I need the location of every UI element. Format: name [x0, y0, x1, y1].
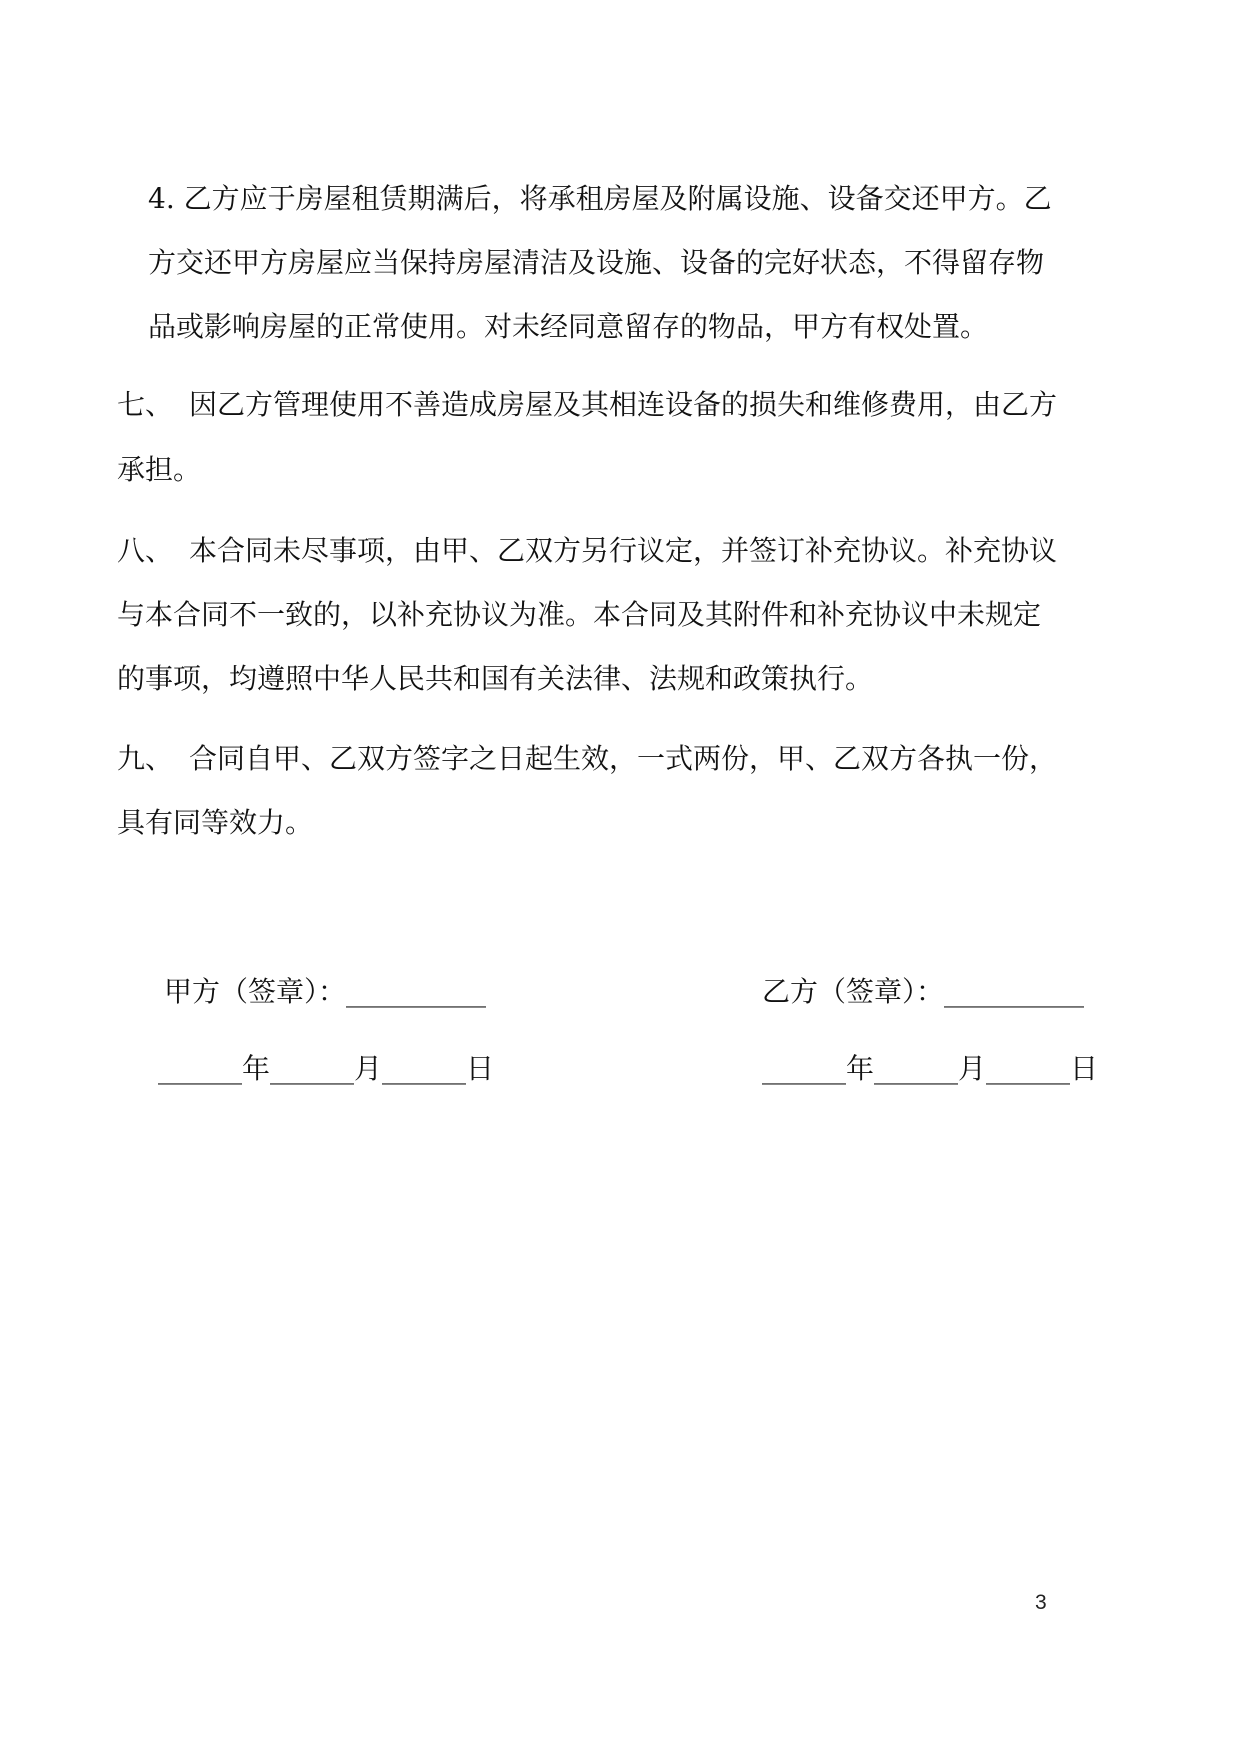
page-number: 3	[1035, 1591, 1047, 1614]
clause8-line-1	[117, 534, 1057, 568]
clause7-text-1: 因乙方管理使用不善造成房屋及其相连设备的损失和维修费用，由乙方	[189, 388, 1058, 421]
clause8-line-2: 与本合同不一致的，以补充协议为准。本合同及其附件和补充协议中未规定	[117, 598, 1042, 631]
party-a-signature-label: 甲方（签章）：__________	[164, 975, 487, 1008]
clause7-number: 七、	[117, 388, 174, 421]
clause8-text-1: 本合同未尽事项，由甲、乙双方另行议定，并签订补充协议。补充协议	[189, 534, 1058, 567]
clause9-number: 九、	[117, 742, 174, 775]
party-b-date: ______年______月______日	[762, 1052, 1099, 1085]
party-a-date: ______年______月______日	[158, 1052, 495, 1085]
party-b-signature-label: 乙方（签章）：__________	[762, 975, 1085, 1008]
clause9-text-1: 合同自甲、乙双方签字之日起生效，一式两份，甲、乙双方各执一份，	[189, 742, 1058, 775]
item4-line-2: 方交还甲方房屋应当保持房屋清洁及设施、设备的完好状态，不得留存物	[148, 246, 1045, 279]
item4-line-3: 品或影响房屋的正常使用。对未经同意留存的物品，甲方有权处置。	[148, 310, 989, 343]
clause9-line-1	[117, 742, 1057, 776]
clause9-line-2: 具有同等效力。	[117, 806, 314, 839]
clause8-number: 八、	[117, 534, 174, 567]
item4-line-1: 4. 乙方应于房屋租赁期满后，将承租房屋及附属设施、设备交还甲方。乙	[148, 182, 1052, 215]
clause7-line-1	[117, 388, 1057, 422]
clause8-line-3: 的事项，均遵照中华人民共和国有关法律、法规和政策执行。	[117, 662, 874, 695]
clause7-line-2: 承担。	[117, 453, 202, 486]
